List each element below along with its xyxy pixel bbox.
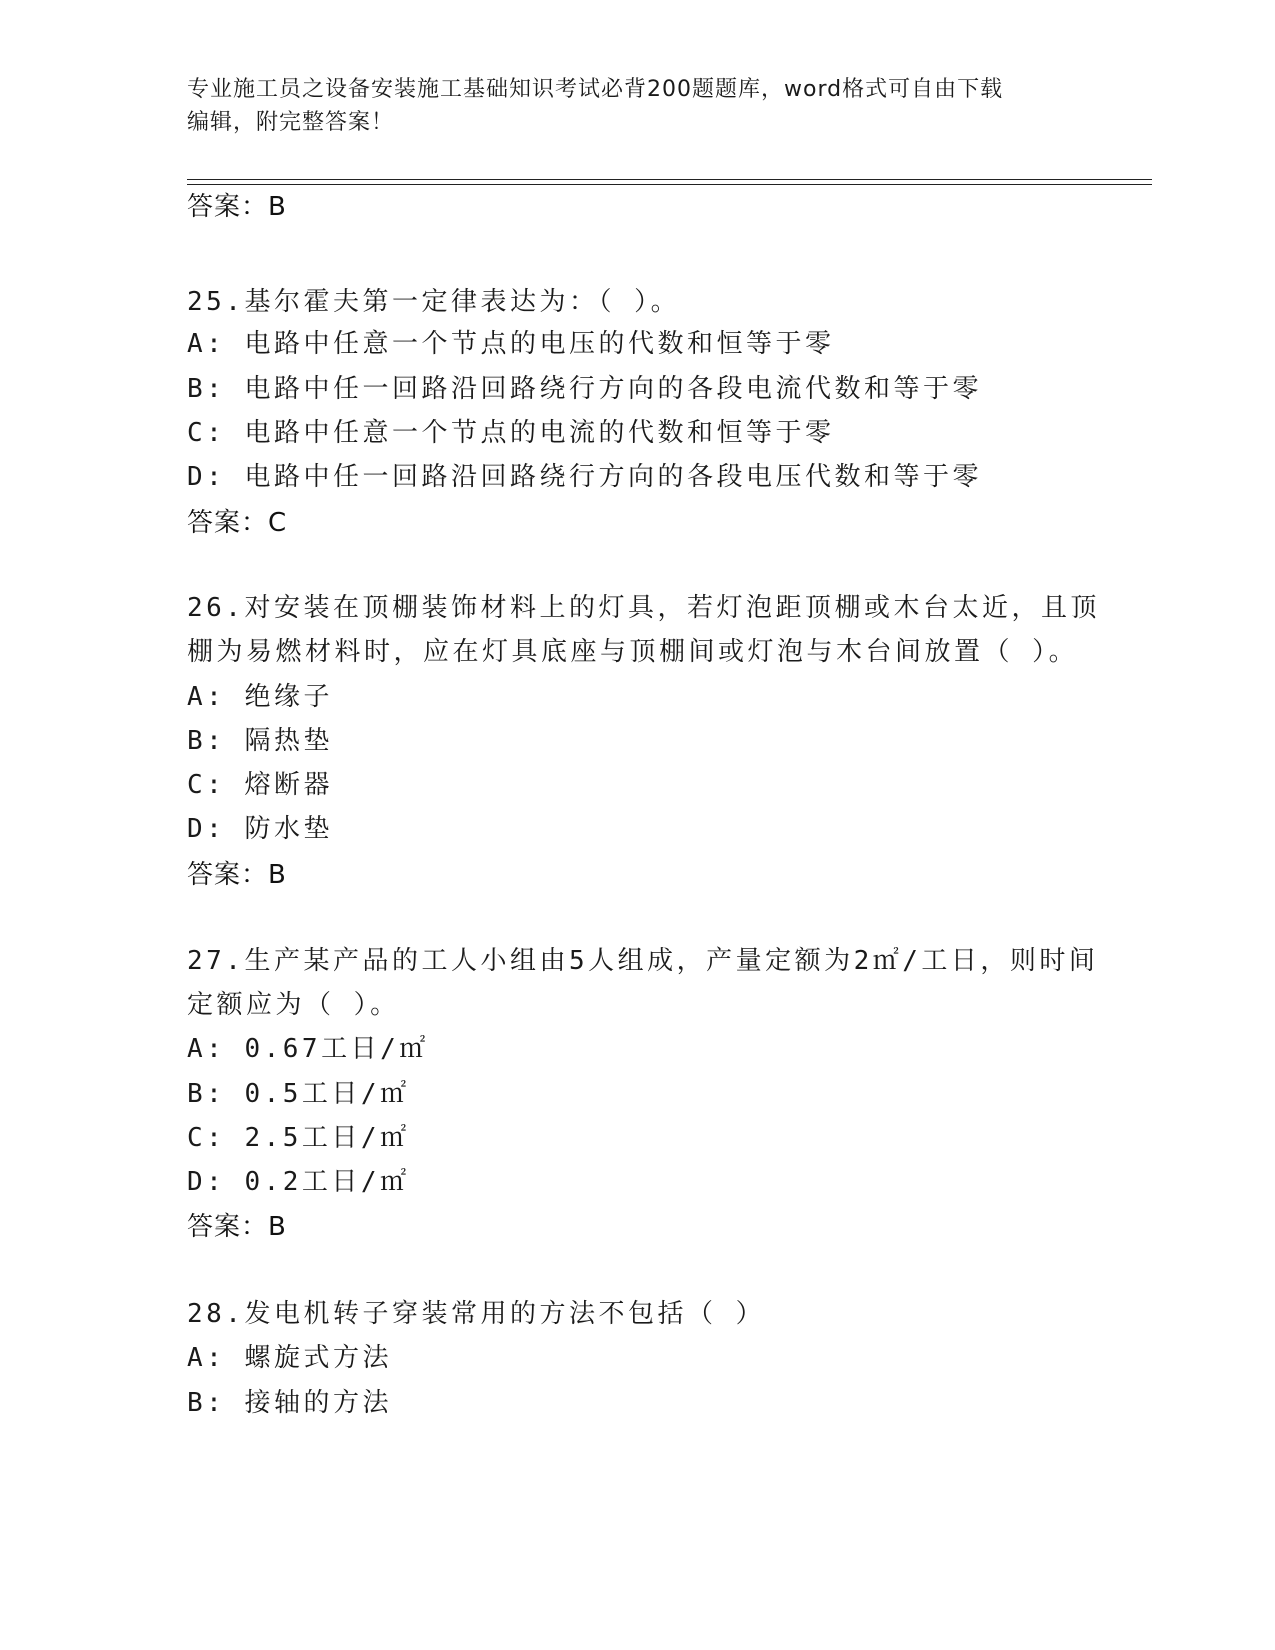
question-27-answer: 答案：B [187, 1212, 287, 1242]
document-header [187, 73, 1087, 139]
question-28-stem: 28.发电机转子穿装常用的方法不包括（ ） [187, 1299, 766, 1329]
question-27-option-c: C: 2.5工日/㎡ [187, 1123, 410, 1153]
question-26-stem-line-1: 26.对安装在顶棚装饰材料上的灯具，若灯泡距顶棚或木台太近，且顶 [187, 593, 1100, 623]
question-27-option-b: B: 0.5工日/㎡ [187, 1079, 410, 1109]
header-rule-top [187, 179, 1152, 180]
question-25-option-b: B: 电路中任一回路沿回路绕行方向的各段电流代数和等于零 [187, 374, 982, 404]
question-26-option-a: A: 绝缘子 [187, 682, 333, 712]
question-26-option-d: D: 防水垫 [187, 814, 333, 844]
header-line-2: 编辑，附完整答案！ [187, 110, 395, 135]
question-25-answer: 答案：C [187, 508, 288, 538]
question-25-stem: 25.基尔霍夫第一定律表达为：（ ）。 [187, 287, 681, 317]
question-26-option-b: B: 隔热垫 [187, 726, 333, 756]
question-27-stem-line-2: 定额应为（ ）。 [187, 990, 400, 1020]
question-28-option-a: A: 螺旋式方法 [187, 1343, 392, 1373]
question-27-option-a: A: 0.67工日/㎡ [187, 1034, 429, 1064]
question-28-option-b: B: 接轴的方法 [187, 1388, 392, 1418]
question-25-option-c: C: 电路中任意一个节点的电流的代数和恒等于零 [187, 418, 835, 448]
header-line-1: 专业施工员之设备安装施工基础知识考试必背200题题库，word格式可自由下载 [187, 77, 1004, 102]
question-26-answer: 答案：B [187, 860, 287, 890]
question-27-stem-line-1: 27.生产某产品的工人小组由5人组成，产量定额为2㎡/工日，则时间 [187, 946, 1099, 976]
question-25-option-d: D: 电路中任一回路沿回路绕行方向的各段电压代数和等于零 [187, 462, 982, 492]
header-rule-bottom [187, 184, 1152, 185]
answer-line: 答案：B [187, 192, 287, 222]
question-27-option-d: D: 0.2工日/㎡ [187, 1167, 410, 1197]
question-26-option-c: C: 熔断器 [187, 770, 333, 800]
question-26-stem-line-2: 棚为易燃材料时，应在灯具底座与顶棚间或灯泡与木台间放置（ ）。 [187, 637, 1079, 667]
question-25-option-a: A: 电路中任意一个节点的电压的代数和恒等于零 [187, 329, 835, 359]
